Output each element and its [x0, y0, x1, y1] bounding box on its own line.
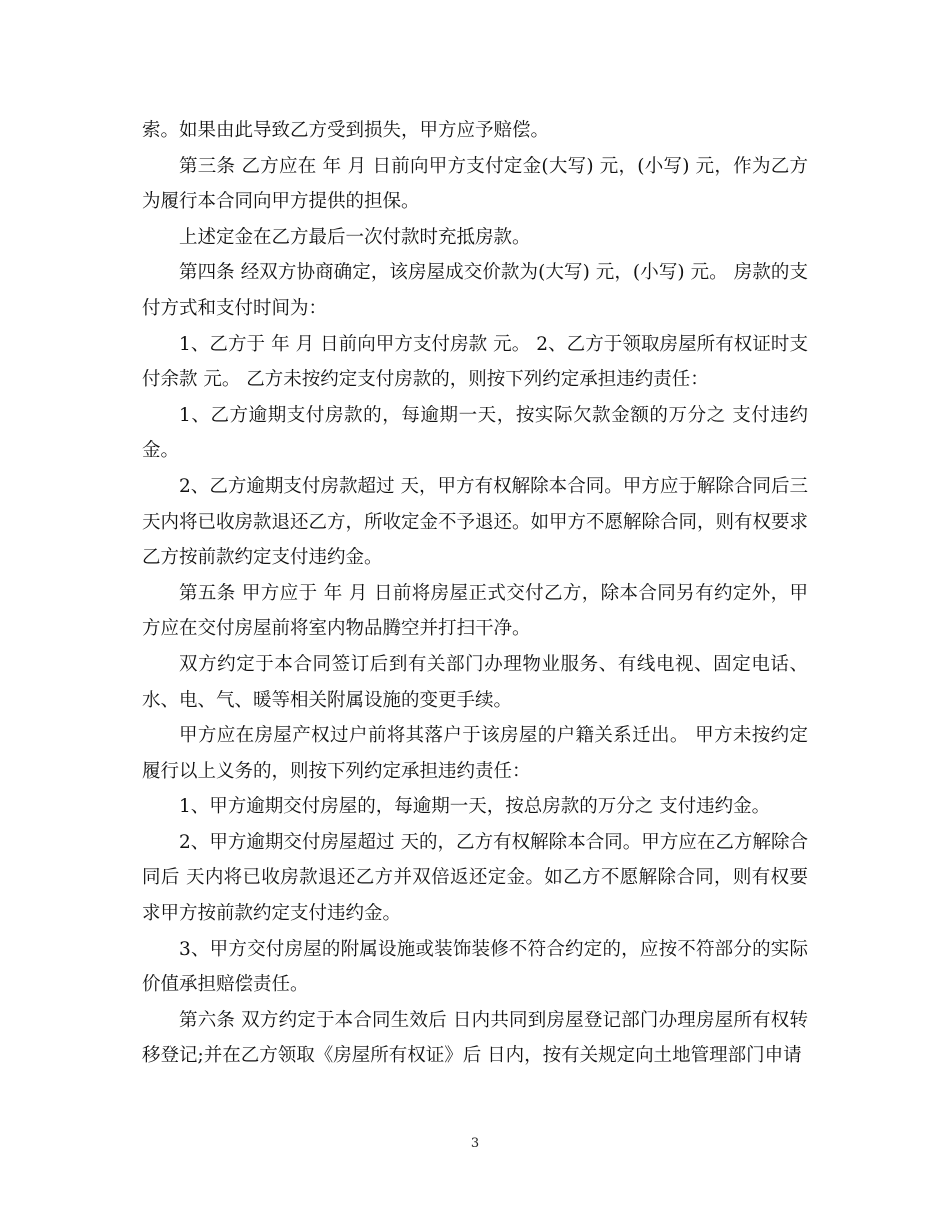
paragraph: 2、甲方逾期交付房屋超过 天的，乙方有权解除本合同。甲方应在乙方解除合同后 天内将已收房款退还乙方并双倍返还定金。如乙方不愿解除合同，则有权要求甲方按前款约定支付违约金。 [142, 831, 808, 925]
document-body [142, 113, 808, 1074]
paragraph: 3、甲方交付房屋的附属设施或装饰装修不符合约定的，应按不符部分的实际价值承担赔偿责任。 [142, 938, 808, 996]
paragraph: 1、乙方于 年 月 日前向甲方支付房款 元。 2、乙方于领取房屋所有权证时支付余款 元。 乙方未按约定支付房款的，则按下列约定承担违约责任： [142, 333, 808, 391]
paragraph: 上述定金在乙方最后一次付款时充抵房款。 [179, 226, 531, 248]
page-number: 3 [470, 1136, 480, 1151]
paragraph: 第四条 经双方协商确定，该房屋成交价款为(大写) 元，(小写) 元。 房款的支付方式和支付时间为： [142, 262, 808, 319]
paragraph: 第五条 甲方应于 年 月 日前将房屋正式交付乙方，除本合同另有约定外，甲方应在交付房屋前将室内物品腾空并打扫干净。 [142, 582, 808, 640]
paragraph: 2、乙方逾期支付房款超过 天，甲方有权解除本合同。甲方应于解除合同后三天内将已收房款退还乙方，所收定金不予退还。如甲方不愿解除合同，则有权要求乙方按前款约定支付违约金。 [142, 475, 809, 569]
paragraph: 1、甲方逾期交付房屋的，每逾期一天，按总房款的万分之 支付违约金。 [179, 796, 771, 818]
paragraph: 双方约定于本合同签订后到有关部门办理物业服务、有线电视、固定电话、水、电、气、暖等相关附属设施的变更手续。 [142, 653, 808, 711]
paragraph: 1、乙方逾期支付房款的，每逾期一天，按实际欠款金额的万分之 支付违约金。 [142, 404, 808, 462]
paragraph: 第三条 乙方应在 年 月 日前向甲方支付定金(大写) 元，(小写) 元，作为乙方为履行本合同向甲方提供的担保。 [142, 155, 808, 213]
paragraph: 索。如果由此导致乙方受到损失，甲方应予赔偿。 [142, 120, 550, 141]
paragraph: 甲方应在房屋产权过户前将其落户于该房屋的户籍关系迁出。 甲方未按约定履行以上义务的，则按下列约定承担违约责任： [142, 725, 808, 782]
paragraph: 第六条 双方约定于本合同生效后 日内共同到房屋登记部门办理房屋所有权转移登记;并在乙方领取《房屋所有权证》后 日内，按有关规定向土地管理部门申请 [142, 1009, 808, 1067]
